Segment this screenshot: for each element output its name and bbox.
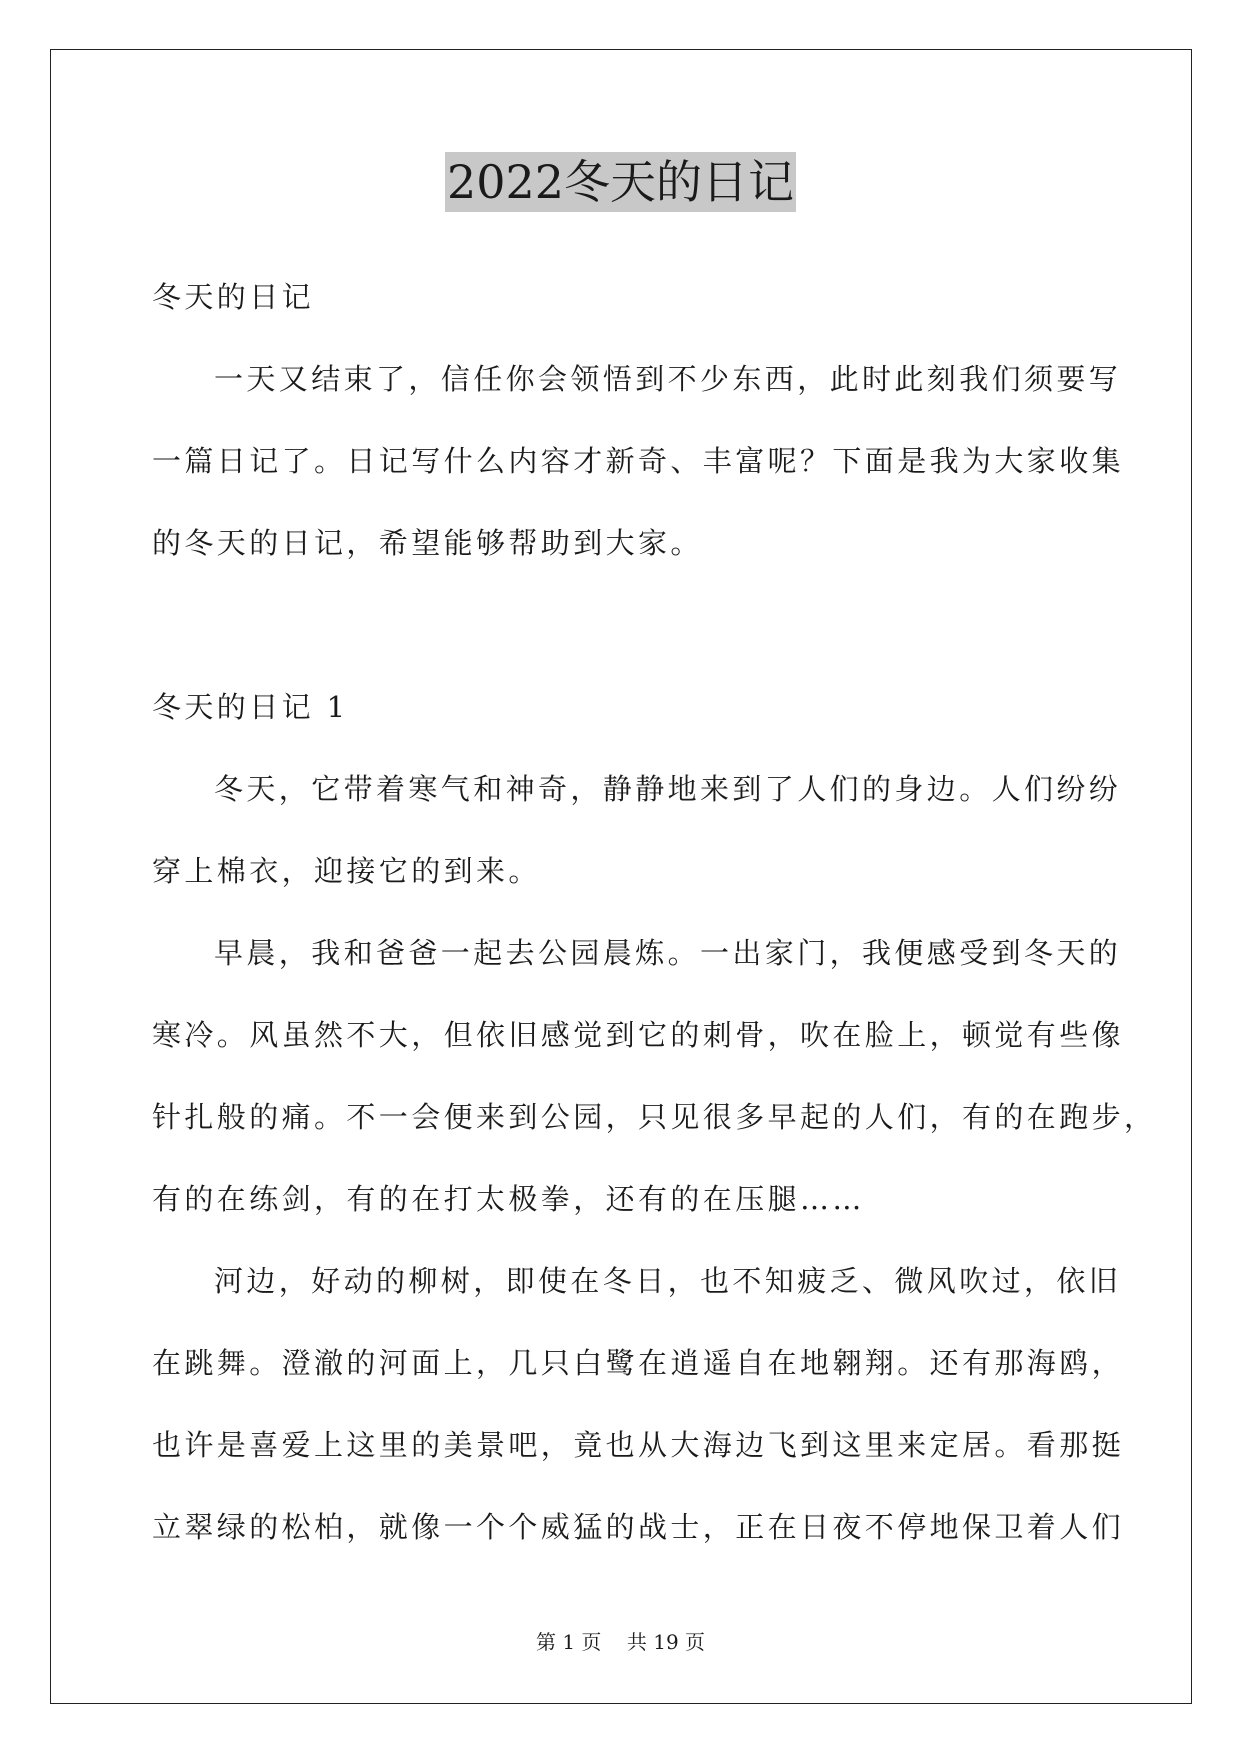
paragraph-line: 立翠绿的松柏，就像一个个威猛的战士，正在日夜不停地保卫着人们 (152, 1510, 1125, 1544)
page-number: 第 1 页 (535, 1630, 602, 1654)
section-heading: 冬天的日记 1 (152, 690, 349, 724)
paragraph-line: 针扎般的痛。不一会便来到公园，只见很多早起的人们，有的在跑步， (152, 1100, 1157, 1134)
paragraph-line: 在跳舞。澄澈的河面上，几只白鹭在逍遥自在地翱翔。还有那海鸥， (152, 1346, 1125, 1380)
paragraph-line: 一天又结束了，信任你会领悟到不少东西，此时此刻我们须要写 (214, 362, 1122, 396)
paragraph-line: 穿上棉衣，迎接它的到来。 (152, 854, 541, 888)
paragraph-2 (152, 912, 1157, 1240)
paragraph-line: 的冬天的日记，希望能够帮助到大家。 (152, 526, 703, 560)
paragraph-line: 一篇日记了。日记写什么内容才新奇、丰富呢？下面是我为大家收集 (152, 444, 1125, 478)
paragraph-line: 冬天，它带着寒气和神奇，静静地来到了人们的身边。人们纷纷 (214, 772, 1122, 806)
paragraph-line: 有的在练剑，有的在打太极拳，还有的在压腿…… (152, 1182, 865, 1216)
document-title: 2022冬天的日记 (445, 152, 796, 212)
paragraph-1 (152, 748, 1122, 912)
intro-paragraph (152, 338, 1125, 584)
paragraph-line: 早晨，我和爸爸一起去公园晨炼。一出家门，我便感受到冬天的 (214, 936, 1122, 970)
spacer (152, 584, 1092, 666)
paragraph-line: 也许是喜爱上这里的美景吧，竟也从大海边飞到这里来定居。看那挺 (152, 1428, 1125, 1462)
paragraph-line: 河边，好动的柳树，即使在冬日，也不知疲乏、微风吹过，依旧 (214, 1264, 1122, 1298)
document-body (152, 256, 1157, 1568)
title-container (0, 152, 1241, 212)
paragraph-line: 寒冷。风虽然不大，但依旧感觉到它的刺骨，吹在脸上，顿觉有些像 (152, 1018, 1125, 1052)
page-footer (0, 1628, 1241, 1656)
total-pages: 共 19 页 (626, 1630, 706, 1654)
paragraph-3 (152, 1240, 1125, 1568)
subheading: 冬天的日记 (152, 280, 315, 314)
